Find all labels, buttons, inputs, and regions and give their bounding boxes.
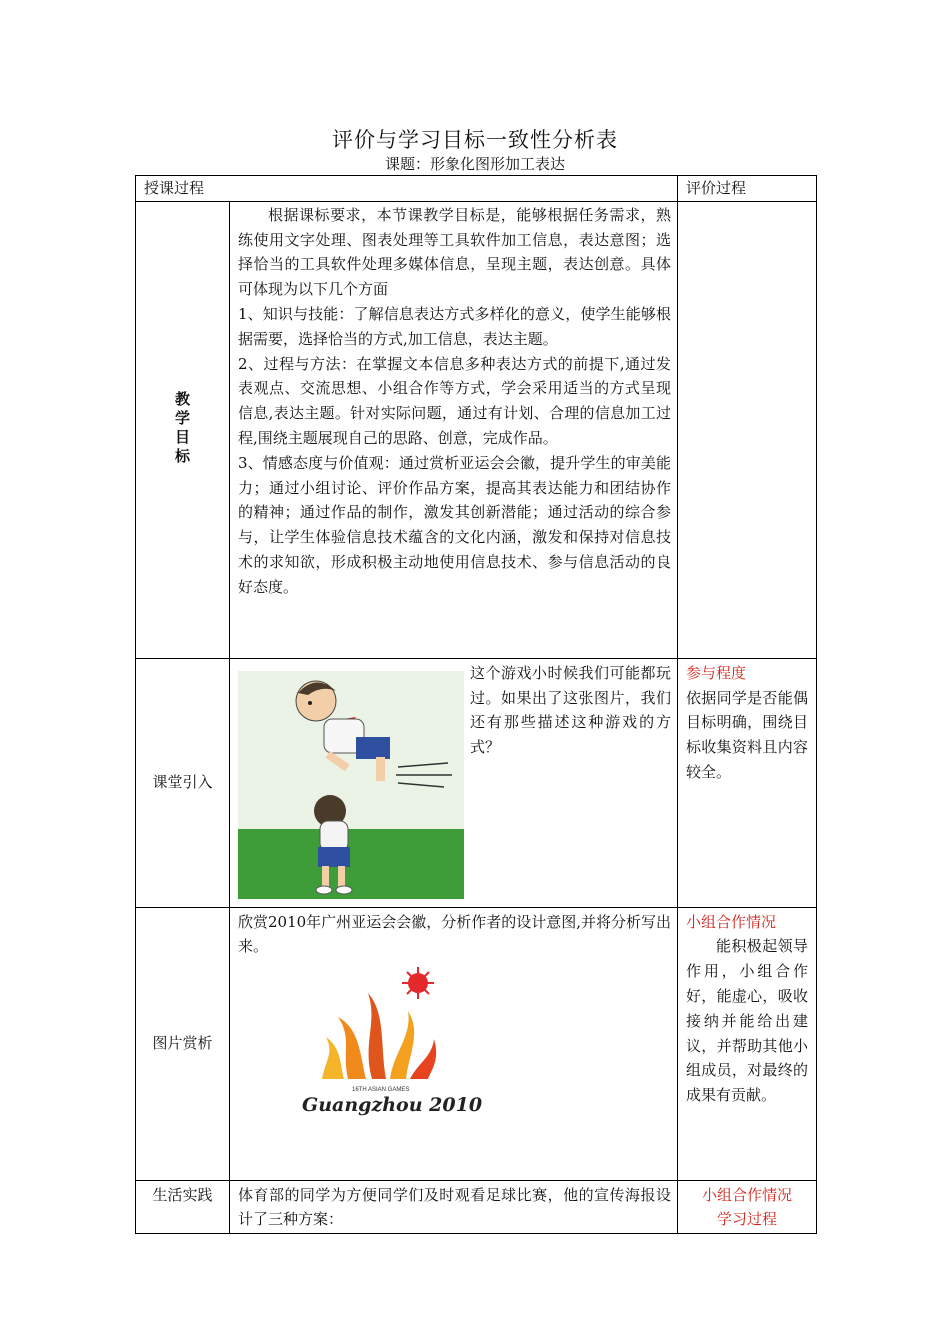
picture-label: 图片赏析	[136, 907, 230, 1180]
intro-label: 课堂引入	[136, 658, 230, 907]
goals-paragraph: 2、过程与方法：在掌握文本信息多种表达方式的前提下,通过发表观点、交流思想、小组合作等方式，学会采用适当的方式呈现信息,表达主题。针对实际问题，通过有计划、合理的信息加工过程,围绕主题展现自己的思路、创意，完成作品。	[238, 354, 672, 447]
picture-eval-title: 小组合作情况	[686, 912, 777, 931]
picture-eval-text: 能积极起领导作用，小组合作好，能虚心，吸收接纳并能给出建议，并帮助其他小组成员，对最终的成果有贡献。	[686, 937, 809, 1105]
life-row	[136, 1180, 817, 1233]
page-title: 评价与学习目标一致性分析表	[332, 128, 618, 152]
header-row	[136, 176, 817, 202]
logo-small-text: 16TH ASIAN GAMES	[352, 1087, 410, 1094]
picture-text: 欣赏2010年广州亚运会会徽，分析作者的设计意图,并将分析写出来。	[238, 912, 672, 956]
goals-paragraph: 根据课标要求，本节课教学目标是，能够根据任务需求，熟练使用文字处理、图表处理等工具软件加工信息，表达意图；选择恰当的工具软件处理多媒体信息，呈现主题，表达创意。具体可体现为以下几个方面	[238, 205, 672, 299]
intro-text: 这个游戏小时候我们可能都玩过。如果出了这张图片，我们还有那些描述这种游戏的方式？	[470, 663, 672, 757]
goals-label-char: 目	[174, 428, 190, 447]
goals-label-char: 教	[174, 390, 190, 409]
picture-row	[136, 907, 817, 1180]
life-eval-title: 小组合作情况	[702, 1185, 793, 1204]
goals-evaluation	[678, 201, 817, 658]
goals-paragraph: 3、情感态度与价值观：通过赏析亚运会会徽，提升学生的审美能力；通过小组讨论、评价作品方案，提高其表达能力和团结协作的精神；通过作品的制作，激发其创新潜能；通过活动的综合参与，让学生体验信息技术蕴含的文化内涵，激发和保持对信息技术的求知欲，形成积极主动地使用信息技术、参与信息活动的良好态度。	[238, 453, 672, 596]
life-label: 生活实践	[136, 1180, 230, 1233]
intro-content	[230, 658, 678, 907]
intro-row	[136, 658, 817, 907]
leapfrog-illustration	[238, 671, 470, 907]
life-evaluation	[678, 1180, 817, 1233]
goals-label	[136, 201, 230, 658]
life-text: 体育部的同学为方便同学们及时观看足球比赛，他的宣传海报设计了三种方案：	[230, 1180, 678, 1233]
goals-row	[136, 201, 817, 658]
picture-content	[230, 907, 678, 1180]
goals-paragraph: 1、知识与技能：了解信息表达方式多样化的意义，使学生能够根据需要，选择恰当的方式,加工信息，表达主题。	[238, 304, 672, 348]
page-subtitle: 课题：形象化图形加工表达	[384, 155, 565, 173]
logo-script-text: Guangzhou 2010	[302, 1094, 482, 1117]
goals-label-char: 标	[174, 447, 190, 466]
header-evaluation-process: 评价过程	[678, 176, 817, 202]
picture-evaluation	[678, 907, 817, 1180]
asian-games-logo	[282, 963, 482, 1127]
intro-eval-text: 依据同学是否能偶目标明确，围绕目标收集资料且内容较全。	[686, 688, 809, 781]
life-eval-sub: 学习过程	[717, 1210, 778, 1229]
intro-eval-title: 参与程度	[686, 663, 747, 682]
header-teaching-process: 授课过程	[136, 176, 678, 202]
goals-content	[230, 201, 678, 658]
analysis-table	[135, 175, 817, 1234]
goals-label-char: 学	[174, 409, 190, 428]
intro-evaluation	[678, 658, 817, 907]
